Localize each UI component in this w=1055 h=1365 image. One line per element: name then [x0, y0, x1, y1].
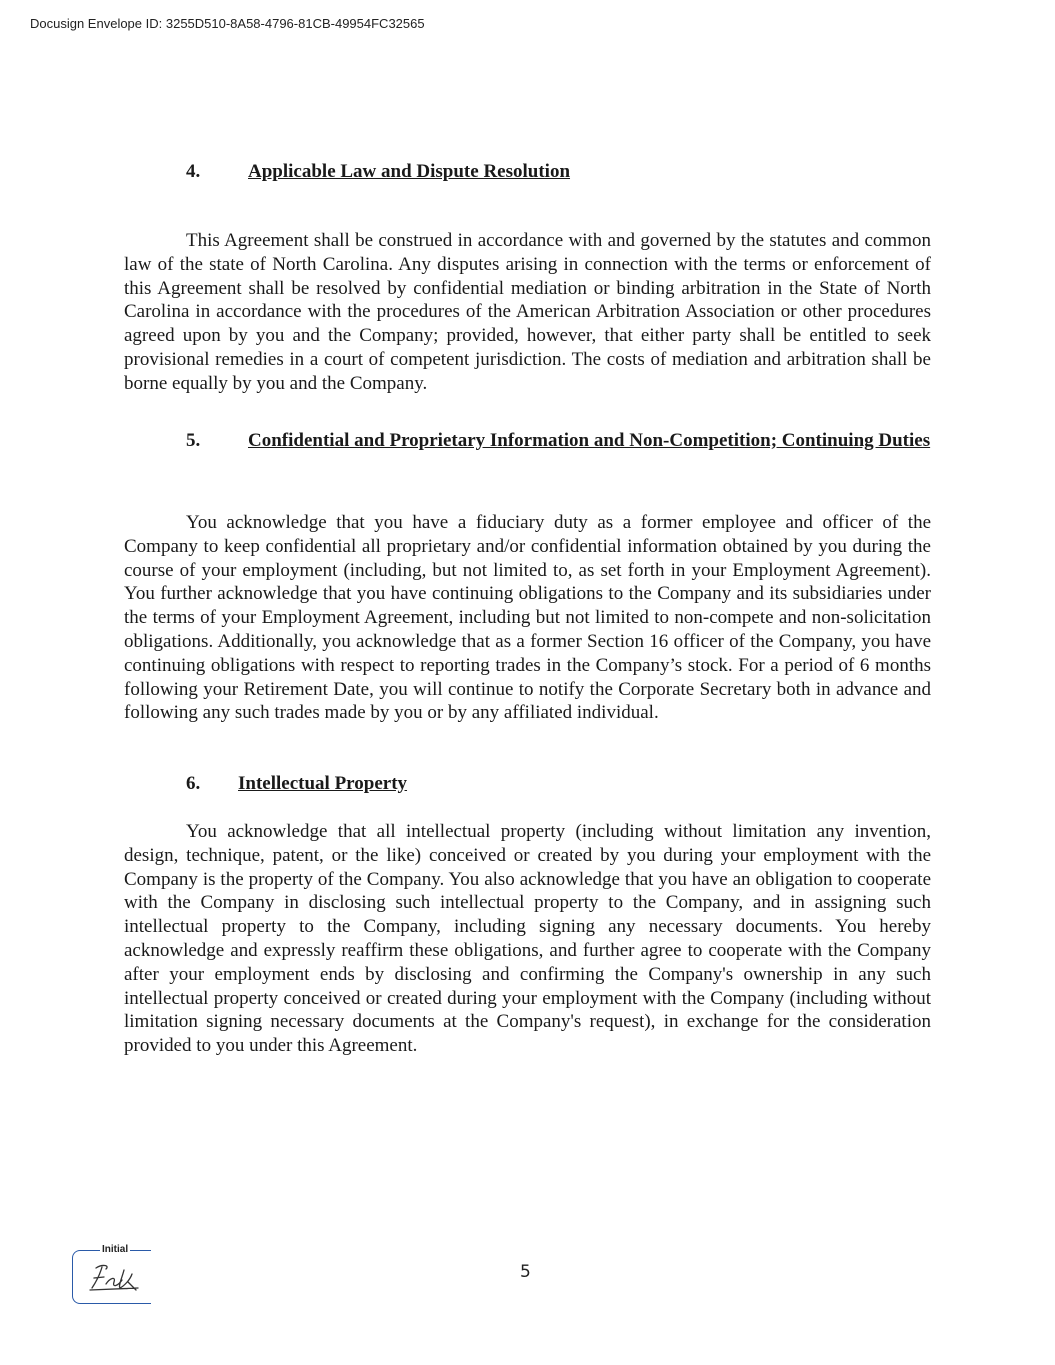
section-4-body: This Agreement shall be construed in accordance with and governed by the statutes and common law of the state of North Carolina. Any disputes arising in connection with the terms or enforcement of this Agreement shall be resolved by confidential mediation or binding arbitration in the State of North Carolina in accordance with the procedures of the American Arbitration Association or other procedures agreed upon by you and the Company; provided, however, that either party shall be entitled to seek provisional remedies in a court of competent jurisdiction. The costs of mediation and arbitration shall be borne equally by you and the Company.	[124, 230, 931, 394]
section-number: 6.	[186, 773, 201, 794]
section-5-heading	[124, 429, 931, 453]
signature-initials-icon	[88, 1260, 144, 1296]
section-5-body: You acknowledge that you have a fiduciary duty as a former employee and officer of the Company to keep confidential all proprietary and/or confidential information obtained by you during the course of your employment (including, but not limited to, as set forth in your Employment Agreement). You further acknowledge that you have continuing obligations to the Company and its subsidiaries under the terms of your Employment Agreement, including but not limited to non-compete and non-solicitation obligations. Additionally, you acknowledge that as a former Section 16 officer of the Company, you have continuing obligations with respect to reporting trades in the Company’s stock. For a period of 6 months following your Retirement Date, you will continue to notify the Corporate Secretary both in advance and following any such trades made by you or by any affiliated individual.	[124, 512, 931, 724]
section-number: 5.	[186, 430, 201, 451]
page-number: 5	[520, 1262, 531, 1282]
section-title: Applicable Law and Dispute Resolution	[248, 161, 571, 182]
initial-label: Initial	[102, 1244, 129, 1255]
envelope-id: Docusign Envelope ID: 3255D510-8A58-4796-81CB-49954FC32565	[30, 16, 425, 31]
section-4-heading	[124, 160, 931, 184]
section-6-heading	[124, 772, 931, 796]
section-title: Intellectual Property	[238, 773, 408, 794]
section-6-body: You acknowledge that all intellectual property (including without limitation any invention, design, technique, patent, or the like) conceived or created by you during your employment with the Company is the property of the Company. You also acknowledge that you have an obligation to cooperate with the Company in disclosing such intellectual property to the Company, and in assigning such intellectual property to the Company, including signing any necessary documents. You hereby acknowledge and expressly reaffirm these obligations, and further agree to cooperate with the Company after your employment ends by disclosing and confirming the Company's ownership in any such intellectual property conceived or created during your employment with the Company (including without limitation signing necessary documents at the Company's request), in exchange for the consideration provided to you under this Agreement.	[124, 821, 931, 1057]
section-title: Confidential and Proprietary Information and Non-Competition; Continuing Duties	[248, 430, 931, 451]
section-number: 4.	[186, 161, 201, 182]
